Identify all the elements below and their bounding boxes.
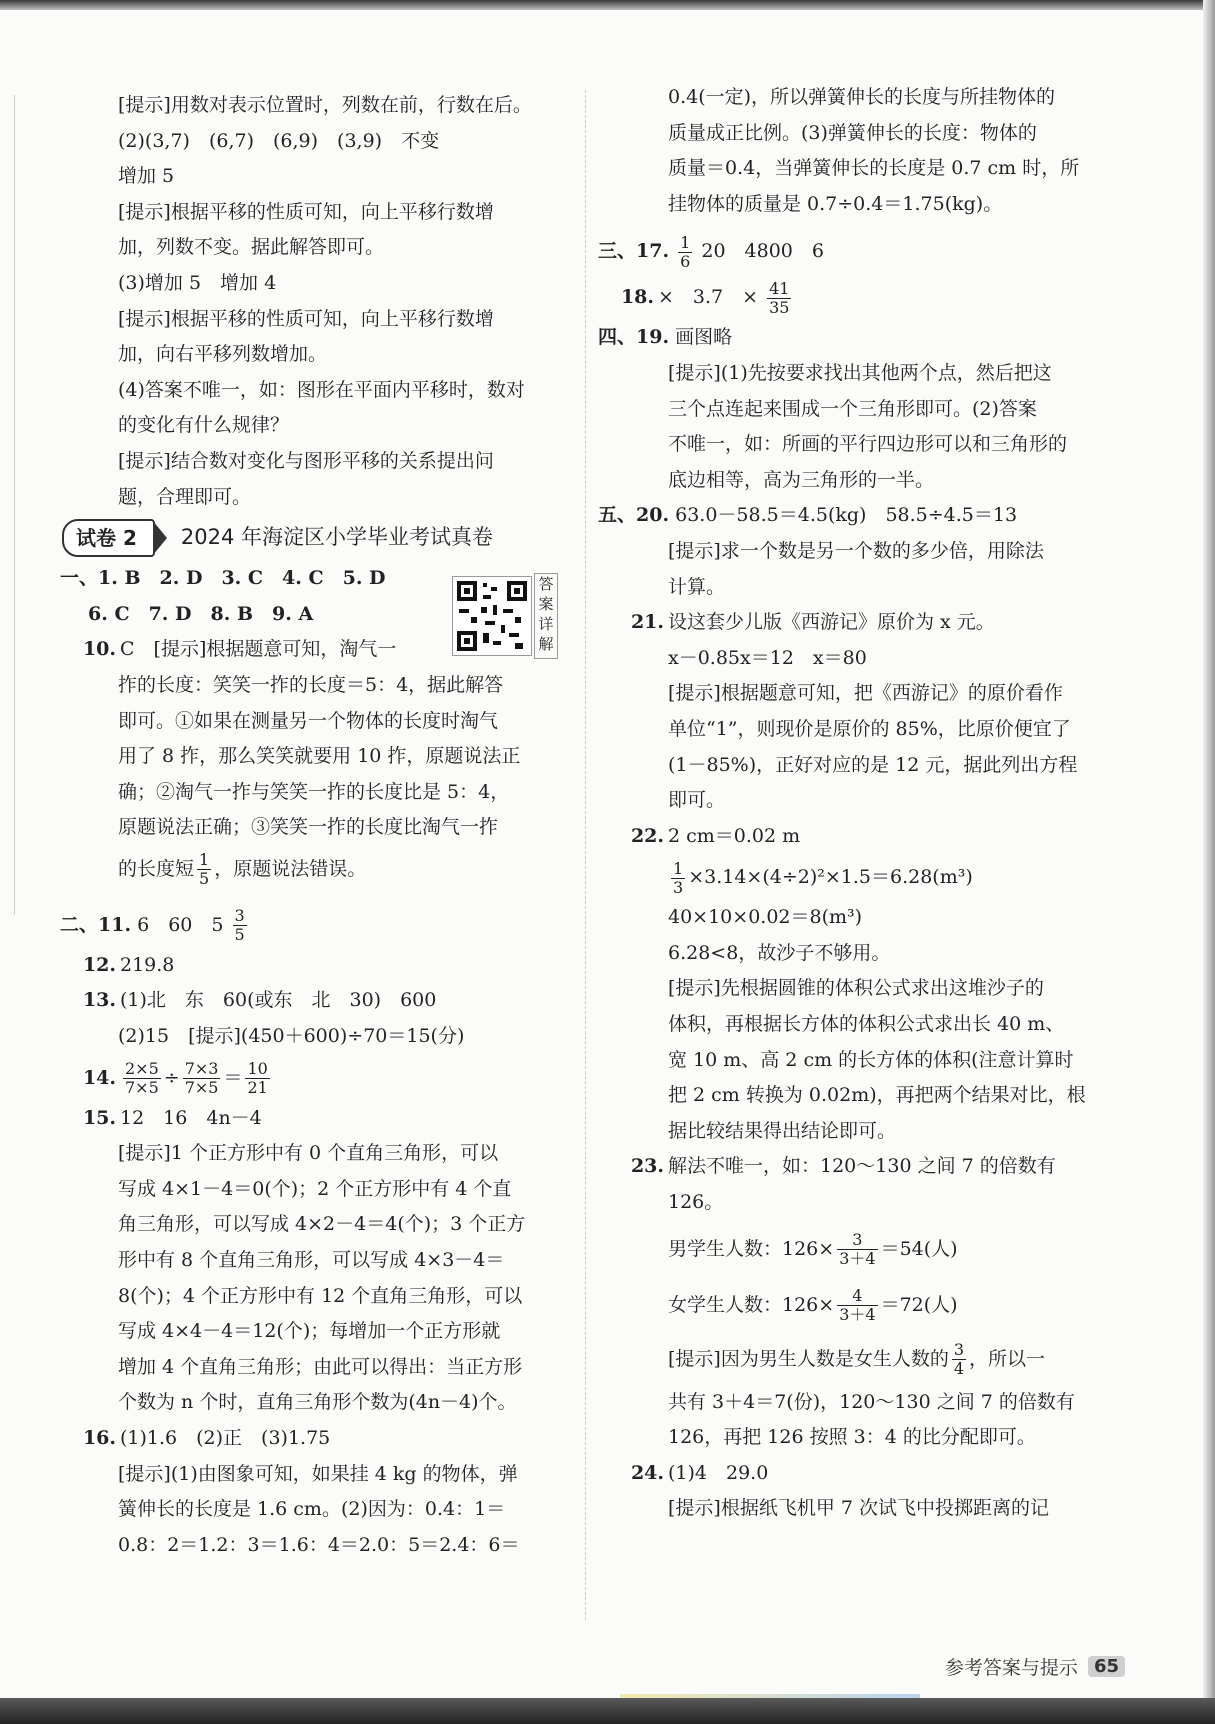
fraction: $\frac{4}{3+4}$ — [839, 1286, 876, 1325]
text-line: 挂物体的质量是 0.7÷0.4＝1.75(kg)。 — [668, 192, 1003, 215]
section-label: 二、 — [60, 913, 99, 936]
text-line: 计算。 — [668, 575, 726, 598]
text-line: [提示]根据题意可知，把《西游记》的原价看作 — [668, 682, 1063, 705]
question-23 — [598, 1149, 1153, 1185]
question-number: 16. — [82, 1427, 116, 1449]
question-number: 13. — [82, 989, 116, 1012]
section-label: 一、 — [60, 567, 99, 590]
text-line: 8(个)；4 个正方形中有 12 个直角三角形，可以 — [118, 1284, 523, 1307]
text-line: [提示]结合数对变化与图形平移的关系提出问 — [118, 449, 494, 472]
scan-bottom-edge — [0, 1698, 1215, 1724]
text-line: [提示]用数对表示位置时，列数在前，行数在后。 — [118, 94, 532, 116]
page-footer — [945, 1653, 1125, 1680]
question-22 — [598, 819, 1153, 855]
choice-answers: 6. C 7. D 8. B 9. A — [88, 602, 314, 625]
footer-label: 参考答案与提示 — [944, 1657, 1078, 1679]
text-part: ，所以一 — [969, 1347, 1046, 1370]
text-line: 底边相等，高为三角形的一半。 — [668, 468, 935, 491]
question-24 — [598, 1456, 1153, 1492]
answer-text: (1)1.6 (2)正 (3)1.75 — [120, 1427, 331, 1449]
fraction: $\frac{2\times 5}{7\times 5}$ — [125, 1059, 159, 1098]
text-line — [598, 1221, 1153, 1277]
question-11 — [60, 902, 560, 948]
answer-text: 2 cm＝0.02 m — [668, 824, 801, 847]
answer-text: 63.0－58.5＝4.5(kg) 58.5÷4.5＝13 — [675, 504, 1018, 527]
text-line — [598, 854, 1153, 900]
text-line: 质量＝0.4，当弹簧伸长的长度是 0.7 cm 时，所 — [668, 157, 1080, 180]
text-line: 把 2 cm 转换为 0.02m)，再把两个结果对比，根 — [668, 1084, 1086, 1107]
operator: ＝ — [223, 1066, 243, 1089]
fraction: $\frac{10}{21}$ — [247, 1059, 268, 1098]
answer-text: 20 4800 6 — [701, 240, 824, 263]
answer-text: 6 60 5 — [137, 913, 224, 936]
text-line: 增加 5 — [118, 165, 175, 188]
qr-label: 答案详解 — [534, 573, 558, 659]
text-line: [提示]先根据圆锥的体积公式求出这堆沙子的 — [668, 977, 1044, 1000]
text-line: (1－85%)，正好对应的是 12 元，据此列出方程 — [668, 753, 1078, 776]
scan-right-edge — [1203, 0, 1215, 1724]
question-12 — [60, 948, 560, 984]
answer-text: C [提示]根据题意可知，淘气一 — [120, 638, 397, 661]
text-line: [提示]1 个正方形中有 0 个直角三角形，可以 — [118, 1142, 499, 1165]
text-line: 题，合理即可。 — [118, 485, 252, 508]
text-line: 即可。①如果在测量另一个物体的长度时淘气 — [118, 709, 499, 732]
text-line: 加，列数不变。据此解答即可。 — [118, 236, 385, 259]
text-part: ＝72(人) — [880, 1293, 958, 1316]
operator: ÷ — [163, 1066, 180, 1089]
answer-text: 12 16 4n－4 — [120, 1106, 262, 1129]
paper-badge: 试卷 2 — [62, 519, 155, 557]
question-number: 23. — [630, 1155, 664, 1178]
text-line: 确；②淘气一拃与笑笑一拃的长度比是 5：4， — [118, 780, 510, 803]
section-label: 四、 — [598, 326, 637, 349]
text-line: 写成 4×4－4＝12(个)；每增加一个正方形就 — [118, 1320, 501, 1343]
question-number: 10. — [82, 638, 116, 661]
text-line: (4)答案不唯一，如：图形在平面内平移时，数对 — [118, 378, 525, 401]
page-number: 65 — [1088, 1656, 1125, 1677]
choice-answers: 1. B 2. D 3. C 4. C 5. D — [98, 567, 386, 590]
text-line: 不唯一，如：所画的平行四边形可以和三角形的 — [668, 433, 1068, 456]
text-line: [提示](1)先按要求找出其他两个点，然后把这 — [668, 361, 1052, 384]
text-part: 的长度短 — [118, 857, 195, 880]
text-line: 拃的长度：笑笑一拃的长度＝5：4，据此解答 — [118, 673, 504, 696]
text-line: 的变化有什么规律？ — [118, 414, 290, 437]
text-line: 0.8：2＝1.2：3＝1.6：4＝2.0：5＝2.4：6＝ — [118, 1533, 520, 1556]
paper-title — [62, 519, 560, 557]
fraction: $\frac{41}{35}$ — [769, 278, 790, 317]
answer-text: × 3.7 × — [658, 286, 759, 309]
answer-text: (1)北 东 60(或东 北 30) 600 — [120, 989, 437, 1012]
badge-arrow-icon — [153, 521, 167, 555]
text-line: [提示]根据纸飞机甲 7 次试飞中投掷距离的记 — [668, 1497, 1049, 1520]
right-column — [598, 80, 1153, 1527]
fraction: $\frac{1}{3}$ — [673, 858, 684, 897]
fraction: $\frac{1}{6}$ — [680, 232, 691, 271]
question-20 — [598, 498, 1153, 534]
text-line — [598, 1277, 1153, 1333]
text-line: 个数为 n 个时，直角三角形个数为(4n－4)个。 — [118, 1391, 517, 1414]
question-number: 21. — [630, 611, 664, 634]
question-18 — [598, 274, 1153, 320]
paper-name: 2024 年海淀区小学毕业考试真卷 — [180, 525, 494, 550]
section-label: 五、 — [598, 504, 637, 527]
question-17 — [598, 228, 1153, 274]
answer-text: 设这套少儿版《西游记》原价为 x 元。 — [668, 611, 995, 634]
fraction: $\frac{3}{5}$ — [234, 906, 245, 945]
text-line: 宽 10 m、高 2 cm 的长方体的体积(注意计算时 — [668, 1048, 1074, 1071]
text-line: x－0.85x＝12 x＝80 — [668, 646, 867, 669]
question-15 — [60, 1101, 560, 1137]
answer-text: 画图略 — [675, 326, 733, 349]
text-part: [提示]因为男生人数是女生人数的 — [668, 1347, 949, 1370]
text-line: 三个点连起来围成一个三角形即可。(2)答案 — [668, 397, 1037, 420]
text-line: 写成 4×1－4＝0(个)；2 个正方形中有 4 个直 — [118, 1177, 512, 1200]
text-line: 0.4(一定)，所以弹簧伸长的长度与所挂物体的 — [668, 86, 1056, 108]
text-line — [60, 846, 560, 892]
text-line: (3)增加 5 增加 4 — [118, 271, 277, 294]
text-line: 单位“1”，则现价是原价的 85%，比原价便宜了 — [668, 717, 1071, 740]
text-part: 男学生人数：126× — [668, 1237, 835, 1260]
question-number: 17. — [636, 240, 670, 263]
fraction: $\frac{7\times 3}{7\times 5}$ — [184, 1059, 219, 1098]
text-line: 即可。 — [668, 789, 726, 812]
text-line: [提示](1)由图象可知，如果挂 4 kg 的物体，弹 — [118, 1462, 518, 1485]
scan-top-edge — [0, 0, 1215, 10]
question-21 — [598, 605, 1153, 641]
text-line: 126，再把 126 按照 3：4 的比分配即可。 — [668, 1426, 1036, 1449]
text-line: [提示]根据平移的性质可知，向上平移行数增 — [118, 307, 494, 330]
question-14 — [60, 1055, 560, 1101]
question-number: 14. — [82, 1066, 116, 1089]
text-line: [提示]求一个数是另一个数的多少倍，用除法 — [668, 539, 1044, 562]
text-line: 用了 8 拃，那么笑笑就要用 10 拃，原题说法正 — [118, 745, 521, 768]
answer-text: 解法不唯一，如：120～130 之间 7 的倍数有 — [668, 1155, 1056, 1178]
question-number: 20. — [636, 504, 670, 527]
section-label: 三、 — [598, 240, 637, 263]
qr-code[interactable] — [452, 576, 532, 656]
text-line — [598, 1333, 1153, 1385]
text-line: 加，向右平移列数增加。 — [118, 343, 328, 366]
text-line: 40×10×0.02＝8(m³) — [668, 906, 863, 929]
equation: ×3.14×(4÷2)²×1.5＝6.28(m³) — [688, 866, 973, 889]
fraction: $\frac{1}{5}$ — [199, 850, 210, 889]
text-part: 女学生人数：126× — [668, 1293, 835, 1316]
question-number: 11. — [98, 913, 132, 936]
question-number: 18. — [620, 286, 654, 309]
question-13 — [60, 983, 560, 1019]
question-number: 12. — [82, 953, 116, 976]
text-line: 共有 3＋4＝7(份)，120～130 之间 7 的倍数有 — [668, 1390, 1075, 1413]
left-column — [60, 88, 560, 1563]
question-number: 22. — [630, 824, 664, 847]
question-number: 24. — [630, 1461, 664, 1484]
binding-edge — [14, 95, 15, 915]
fraction: $\frac{3}{3+4}$ — [839, 1230, 876, 1269]
text-line: [提示]根据平移的性质可知，向上平移行数增 — [118, 200, 494, 223]
question-number: 15. — [82, 1106, 116, 1129]
question-16 — [60, 1421, 560, 1457]
text-line: 质量成正比例。(3)弹簧伸长的长度：物体的 — [668, 121, 1037, 144]
text-line: 据比较结果得出结论即可。 — [668, 1119, 897, 1142]
text-line: 角三角形，可以写成 4×2－4＝4(个)；3 个正方 — [118, 1213, 526, 1236]
text-line: 126。 — [668, 1191, 724, 1214]
text-line: 簧伸长的长度是 1.6 cm。(2)因为：0.4：1＝ — [118, 1498, 506, 1521]
column-divider — [585, 90, 586, 1620]
text-line: 体积，再根据长方体的体积公式求出长 40 m、 — [668, 1013, 1065, 1036]
text-line: 增加 4 个直角三角形；由此可以得出：当正方形 — [118, 1355, 523, 1378]
fraction: $\frac{3}{4}$ — [953, 1340, 965, 1379]
answer-text: (1)4 29.0 — [668, 1461, 769, 1484]
text-line: 原题说法正确；③笑笑一拃的长度比淘气一拃 — [118, 816, 499, 839]
text-line: (2)15 [提示](450＋600)÷70＝15(分) — [118, 1025, 465, 1048]
answer-text: 219.8 — [120, 953, 175, 976]
text-line: 形中有 8 个直角三角形，可以写成 4×3－4＝ — [118, 1249, 505, 1272]
text-part: ，原题说法错误。 — [214, 857, 367, 880]
question-number: 19. — [636, 326, 670, 349]
text-line: (2)(3,7) (6,7) (6,9) (3,9) 不变 — [118, 129, 440, 152]
question-19 — [598, 320, 1153, 356]
text-part: ＝54(人) — [880, 1237, 958, 1260]
text-line: 6.28<8，故沙子不够用。 — [668, 941, 891, 964]
